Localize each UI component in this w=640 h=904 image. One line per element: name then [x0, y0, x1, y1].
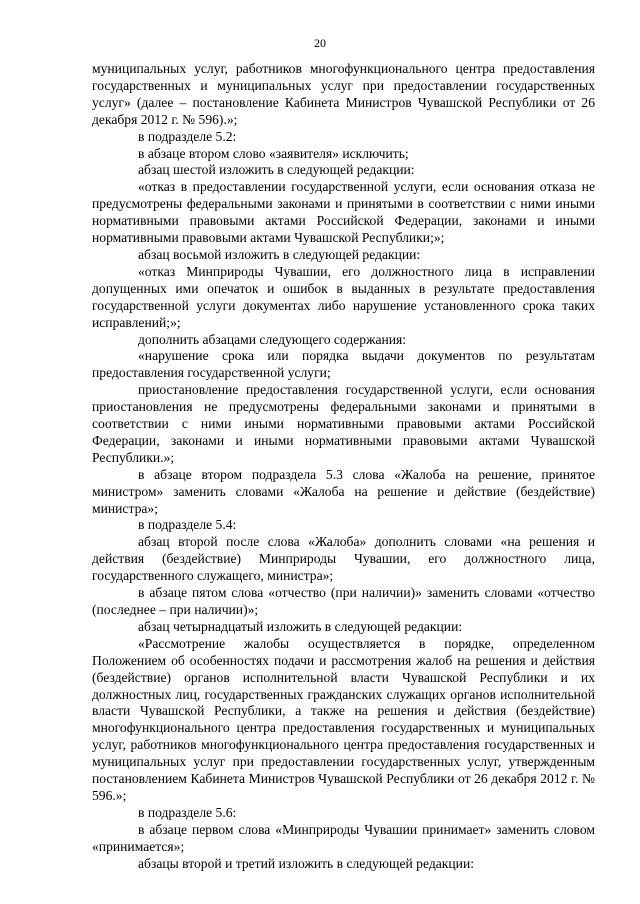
paragraph: «нарушение срока или порядка выдачи документов по результатам предоставления государственной услуги;	[92, 348, 595, 381]
page-number: 20	[314, 36, 326, 50]
paragraph: приостановление предоставления государственной услуги, если основания приостановления не предусмотрены федеральными законами и принятыми в соответствии с ними иными нормативными правовыми актами Российской Федерации, законами и иными нормативными правовыми актами Чувашской Республики.»;	[92, 382, 595, 465]
paragraph: абзац шестой изложить в следующей редакции:	[138, 162, 415, 178]
paragraph: «отказ Минприроды Чувашии, его должностного лица в исправлении допущенных ими опечаток и ошибок в выданных в результате предоставления государственной услуги документах либо нарушение установленного срока таких исправлений;»;	[92, 263, 595, 330]
paragraph: в абзаце втором слово «заявителя» исключить;	[138, 145, 409, 161]
paragraph-continuation: муниципальных услуг, работников многофункционального центра предоставления государственных и муниципальных услуг при предоставлении государственных услуг» (далее – постановление Кабинета Министров Чувашской Республики от 26 декабря 2012 г. № 596).»;	[92, 61, 595, 127]
paragraph: абзац второй после слова «Жалоба» дополнить словами «на решения и действия (бездействие) Минприроды Чувашии, его должностного лица, государственного служащего, министра»;	[92, 534, 595, 584]
paragraph: «отказ в предоставлении государственной услуги, если основания отказа не предусмотрены федеральными законами и принятыми в соответствии с ними иными нормативными правовыми актами Российской Федерации, законами и иными нормативными правовыми актами Чувашской Республики;»;	[92, 179, 595, 246]
paragraph: в абзаце втором подраздела 5.3 слова «Жалоба на решение, принятое министром» заменить словами «Жалоба на решение и действие (бездействие) министра»;	[92, 466, 595, 516]
paragraph: абзац восьмой изложить в следующей редакции:	[138, 246, 421, 262]
document-body	[92, 61, 595, 873]
paragraph: в подразделе 5.4:	[138, 517, 237, 533]
paragraph: «Рассмотрение жалобы осуществляется в порядке, определенном Положением об особенностях подачи и рассмотрения жалоб на решения и действия (бездействие) органов исполнительной власти Чувашской Республики и их должностных лиц, государственных гражданских служащих органов исполнительной власти Чувашской Республики, а также на решения и действия (бездействие) многофункционального центра предоставления государственных и муниципальных услуг, работников многофункционального центра предоставления государственных и муниципальных услуг при предоставлении государственных услуг, утвержденным постановлением Кабинета Министров Чувашской Республики от 26 декабря 2012 г. № 596.»;	[92, 635, 595, 803]
paragraph: дополнить абзацами следующего содержания:	[138, 331, 407, 347]
paragraph: в подразделе 5.6:	[138, 804, 237, 820]
paragraph: в абзаце пятом слова «отчество (при наличии)» заменить словами «отчество (последнее – при наличии)»;	[92, 585, 595, 617]
paragraph: абзацы второй и третий изложить в следующей редакции:	[138, 855, 474, 871]
paragraph: в подразделе 5.2:	[138, 128, 237, 144]
paragraph: абзац четырнадцатый изложить в следующей редакции:	[138, 618, 463, 634]
paragraph: в абзаце первом слова «Минприроды Чувашии принимает» заменить словом «принимается»;	[92, 821, 595, 854]
